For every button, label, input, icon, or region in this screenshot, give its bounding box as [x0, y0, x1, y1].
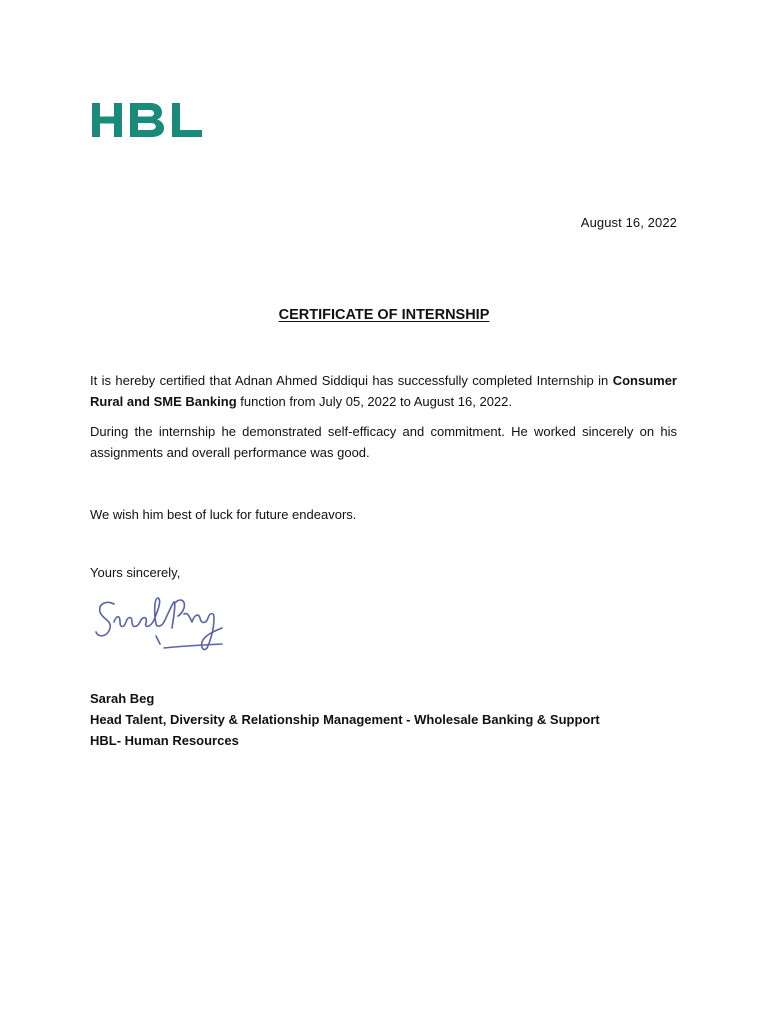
signatory-block	[90, 688, 600, 751]
signatory-name: Sarah Beg	[90, 691, 155, 706]
signatory-position: Head Talent, Diversity & Relationship Management - Wholesale Banking & Support	[90, 712, 600, 727]
paragraph-performance: During the internship he demonstrated self-efficacy and commitment. He worked sincerely on his assignments and overall performance was good.	[90, 424, 677, 460]
paragraph-certification	[90, 370, 677, 412]
hbl-logo	[92, 101, 204, 139]
certificate-title: CERTIFICATE OF INTERNSHIP	[278, 307, 490, 323]
signatory-department: HBL- Human Resources	[90, 733, 239, 748]
paragraph-certification-end: function from July 05, 2022 to August 16, 2022.	[236, 394, 512, 409]
paragraph-wishes: We wish him best of luck for future endeavors.	[90, 507, 357, 522]
letter-date: August 16, 2022	[580, 215, 677, 230]
paragraph-certification-start: It is hereby certified that Adnan Ahmed Siddiqui has successfully completed Internship in	[90, 373, 613, 388]
handwritten-signature	[92, 592, 248, 658]
closing-salutation: Yours sincerely,	[90, 565, 181, 580]
department-name: Consumer Rural and SME Banking	[90, 373, 677, 409]
